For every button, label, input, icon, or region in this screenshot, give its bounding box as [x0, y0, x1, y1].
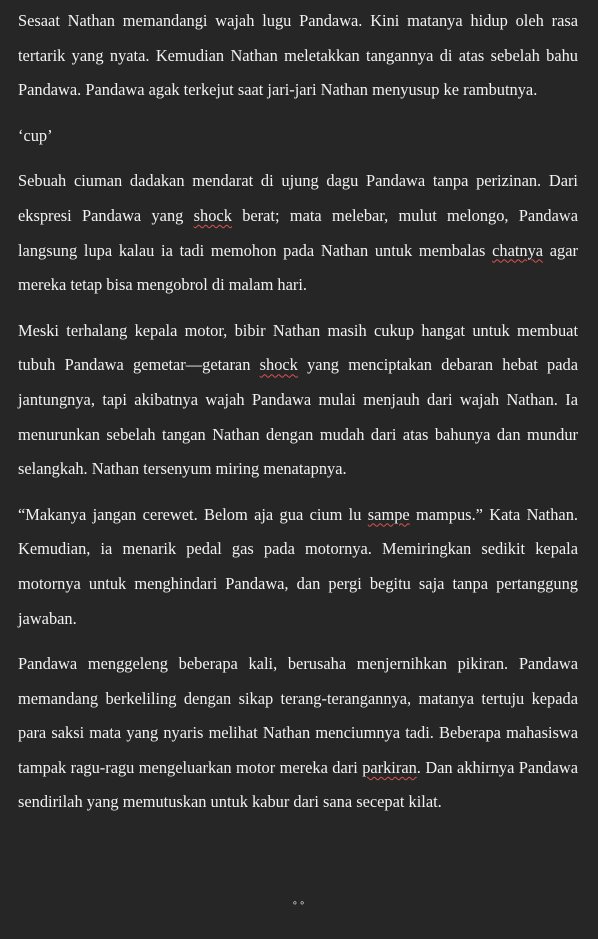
paragraph	[18, 314, 578, 487]
spellcheck-flagged-word: shock	[259, 355, 298, 375]
spellcheck-flagged-word: shock	[193, 205, 232, 225]
text-run: berat; mata melebar, mulut melongo, Pandawa langsung lupa kalau ia tadi memohon pada Nathan untuk membalas	[18, 205, 578, 260]
text-run: . Dan akhirnya Pandawa sendirilah yang memutuskan untuk kabur dari sana secepat kilat.	[18, 757, 578, 812]
paragraph	[18, 4, 578, 108]
text-run: Sebuah ciuman dadakan mendarat di ujung dagu Pandawa tanpa perizinan. Dari ekspresi Pandawa yang	[18, 171, 578, 225]
document-body	[18, 4, 578, 831]
text-run: ‘cup’	[18, 125, 53, 145]
text-run: yang menciptakan debaran hebat pada jantungnya, tapi akibatnya wajah Pandawa mulai menjauh dari wajah Nathan. Ia menurunkan sebelah tangan Nathan dengan mudah dari atas bahunya dan mundur selangkah. Nathan tersenyum miring menatapnya.	[18, 355, 578, 479]
text-run: mampus.” Kata Nathan. Kemudian, ia menarik pedal gas pada motornya. Memiringkan sedikit kepala motornya untuk menghindari Pandawa, dan pergi begitu saja tanpa pertanggung jawaban.	[18, 504, 579, 628]
spellcheck-flagged-word: sampe	[367, 504, 410, 524]
text-run: agar mereka tetap bisa mengobrol di malam hari.	[18, 240, 578, 295]
text-run: Meski terhalang kepala motor, bibir Nathan masih cukup hangat untuk membuat tubuh Pandawa gemetar—getaran	[18, 320, 578, 375]
text-run: “Makanya jangan cerewet. Belom aja gua cium lu	[18, 504, 368, 524]
spellcheck-flagged-word: chatnya	[492, 240, 544, 260]
text-run: Pandawa menggeleng beberapa kali, berusaha menjernihkan pikiran. Pandawa memandang berkeliling dengan sikap terang-terangannya, matanya tertuju kepada para saksi mata yang nyaris melihat Nathan menciumnya tadi. Beberapa mahasiswa tampak ragu-ragu mengeluarkan motor mereka dari	[18, 654, 578, 777]
paragraph	[18, 498, 578, 636]
paragraph	[18, 164, 578, 302]
section-separator: ∘∘	[291, 898, 307, 909]
paragraph	[18, 119, 578, 154]
text-run: Sesaat Nathan memandangi wajah lugu Pandawa. Kini matanya hidup oleh rasa tertarik yang nyata. Kemudian Nathan meletakkan tangannya di atas sebelah bahu Pandawa. Pandawa agak terkejut saat jari-jari Nathan menyusup ke rambutnya.	[18, 11, 578, 100]
spellcheck-flagged-word: parkiran	[362, 757, 417, 777]
paragraph	[18, 647, 578, 820]
